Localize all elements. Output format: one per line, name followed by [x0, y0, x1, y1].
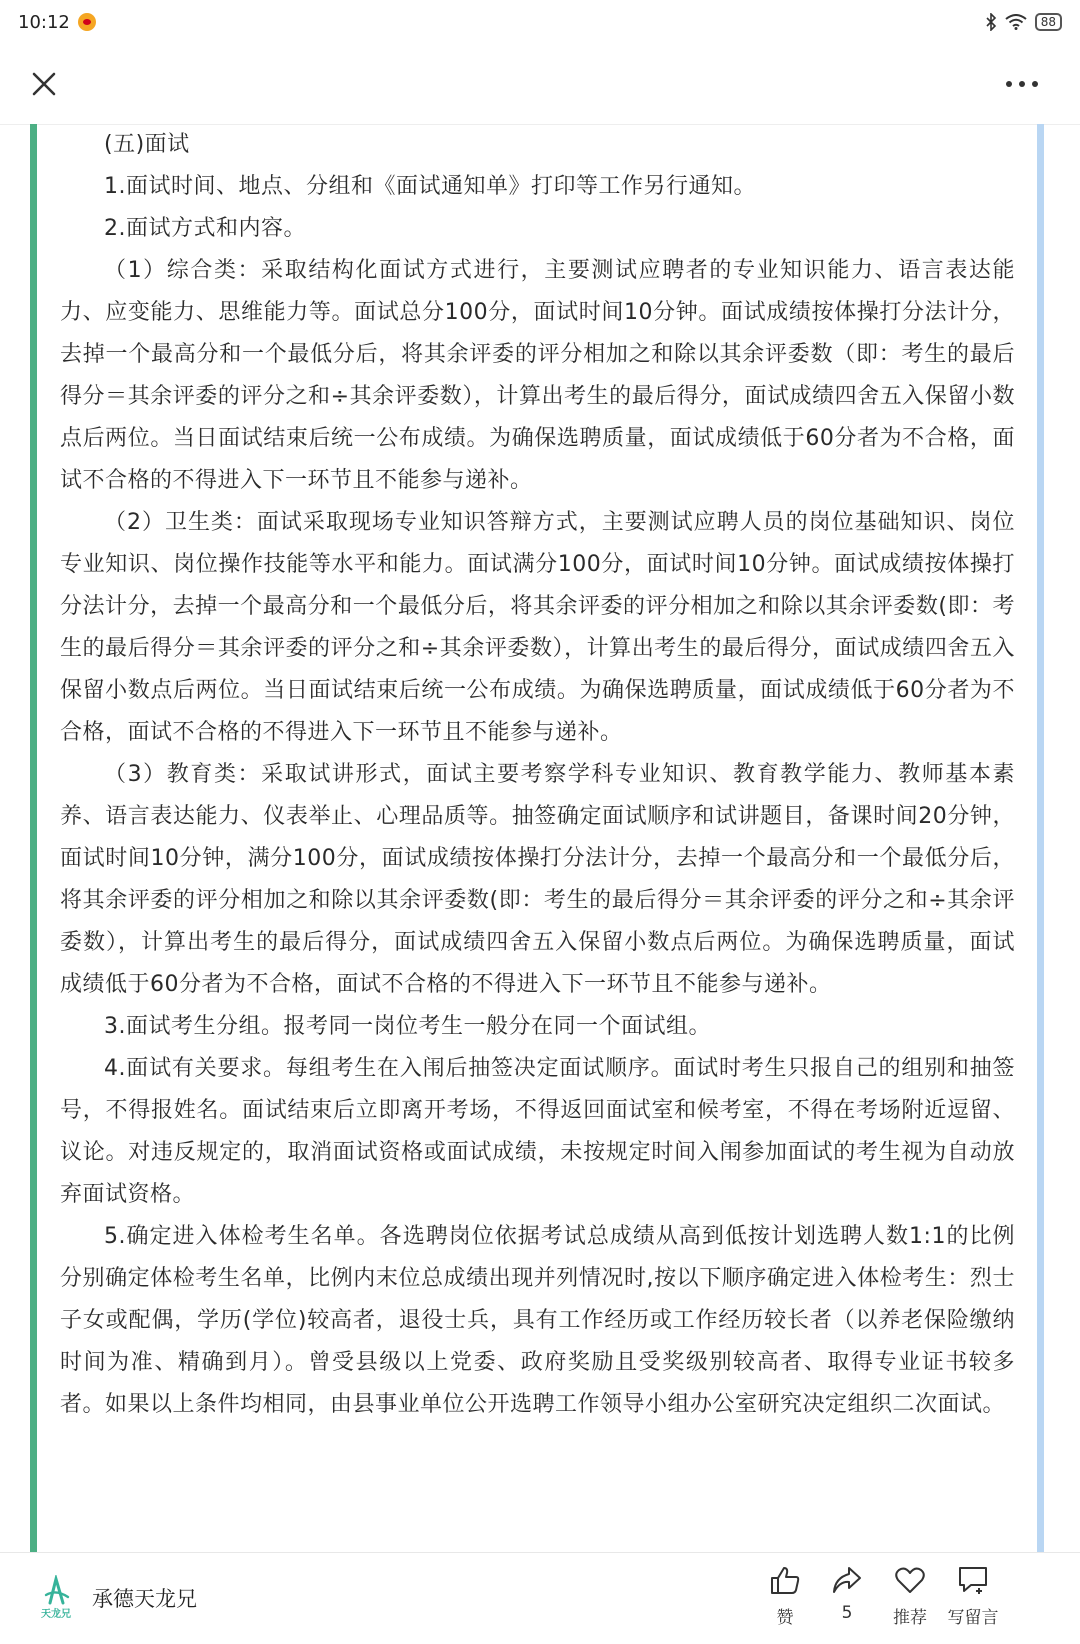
status-bar	[0, 0, 1080, 44]
heart-icon	[894, 1565, 926, 1595]
wifi-icon	[1005, 14, 1027, 30]
comment-icon	[957, 1565, 989, 1595]
quote-bar-right	[1037, 124, 1044, 1552]
thumbs-up-icon	[769, 1565, 801, 1595]
like-button[interactable]	[750, 1565, 820, 1628]
article-body[interactable]	[0, 124, 1080, 1552]
paragraph: 2.面试方式和内容。	[104, 216, 306, 241]
recommend-label: 推荐	[893, 1608, 927, 1628]
quote-bar-left	[30, 124, 37, 1552]
top-nav-bar	[0, 44, 1080, 125]
share-count: 5	[841, 1603, 853, 1623]
logo-text: 天龙兄	[41, 1609, 71, 1620]
comment-button[interactable]	[938, 1565, 1008, 1628]
bottom-action-bar	[0, 1552, 1080, 1644]
author-logo[interactable]	[36, 1575, 76, 1621]
dragon-logo-icon	[36, 1575, 76, 1605]
share-button[interactable]	[812, 1565, 882, 1623]
article-content	[60, 124, 1015, 1426]
more-options-icon[interactable]	[1004, 74, 1040, 94]
weibo-icon	[78, 13, 96, 31]
recommend-button[interactable]	[875, 1565, 945, 1628]
paragraph: （2）卫生类：面试采取现场专业知识答辩方式，主要测试应聘人员的岗位基础知识、岗位专业知识、岗位操作技能等水平和能力。面试满分100分，面试时间10分钟。面试成绩按体操打分法计分，去掉一个最高分和一个最低分后，将其余评委的评分相加之和除以其余评委数(即：考生的最后得分＝其余评委的评分之和÷其余评委数），计算出考生的最后得分，面试成绩四舍五入保留小数点后两位。当日面试结束后统一公布成绩。为确保选聘质量，面试成绩低于60分者为不合格，面试不合格的不得进入下一环节且不能参与递补。	[60, 510, 1015, 745]
close-icon[interactable]	[26, 66, 62, 102]
like-label: 赞	[776, 1608, 794, 1628]
paragraph: (五)面试	[104, 132, 190, 157]
paragraph: 1.面试时间、地点、分组和《面试通知单》打印等工作另行通知。	[104, 174, 756, 199]
comment-label: 写留言	[947, 1608, 999, 1628]
paragraph: （3）教育类：采取试讲形式，面试主要考察学科专业知识、教育教学能力、教师基本素养、语言表达能力、仪表举止、心理品质等。抽签确定面试顺序和试讲题目，备课时间20分钟，面试时间10分钟，满分100分，面试成绩按体操打分法计分，去掉一个最高分和一个最低分后，将其余评委的评分相加之和除以其余评委数(即：考生的最后得分＝其余评委的评分之和÷其余评委数），计算出考生的最后得分，面试成绩四舍五入保留小数点后两位。为确保选聘质量，面试成绩低于60分者为不合格，面试不合格的不得进入下一环节且不能参与递补。	[60, 762, 1015, 997]
paragraph: （1）综合类：采取结构化面试方式进行，主要测试应聘者的专业知识能力、语言表达能力、应变能力、思维能力等。面试总分100分，面试时间10分钟。面试成绩按体操打分法计分，去掉一个最高分和一个最低分后，将其余评委的评分相加之和除以其余评委数（即：考生的最后得分＝其余评委的评分之和÷其余评委数），计算出考生的最后得分，面试成绩四舍五入保留小数点后两位。当日面试结束后统一公布成绩。为确保选聘质量，面试成绩低于60分者为不合格，面试不合格的不得进入下一环节且不能参与递补。	[60, 258, 1015, 493]
share-icon	[831, 1565, 863, 1595]
battery-indicator: 88	[1035, 13, 1062, 31]
author-name[interactable]: 承德天龙兄	[92, 1587, 197, 1611]
paragraph: 5.确定进入体检考生名单。各选聘岗位依据考试总成绩从高到低按计划选聘人数1:1的比例分别确定体检考生名单，比例内末位总成绩出现并列情况时,按以下顺序确定进入体检考生：烈士子女或配偶，学历(学位)较高者，退役士兵，具有工作经历或工作经历较长者（以养老保险缴纳时间为准、精确到月）。曾受县级以上党委、政府奖励且受奖级别较高者、取得专业证书较多者。如果以上条件均相同，由县事业单位公开选聘工作领导小组办公室研究决定组织二次面试。	[60, 1224, 1015, 1417]
paragraph: 4.面试有关要求。每组考生在入闱后抽签决定面试顺序。面试时考生只报自己的组别和抽签号，不得报姓名。面试结束后立即离开考场，不得返回面试室和候考室，不得在考场附近逗留、议论。对违反规定的，取消面试资格或面试成绩，未按规定时间入闱参加面试的考生视为自动放弃面试资格。	[60, 1056, 1015, 1207]
bluetooth-icon	[985, 13, 997, 31]
paragraph: 3.面试考生分组。报考同一岗位考生一般分在同一个面试组。	[104, 1014, 711, 1039]
status-time: 10:12	[18, 11, 70, 33]
